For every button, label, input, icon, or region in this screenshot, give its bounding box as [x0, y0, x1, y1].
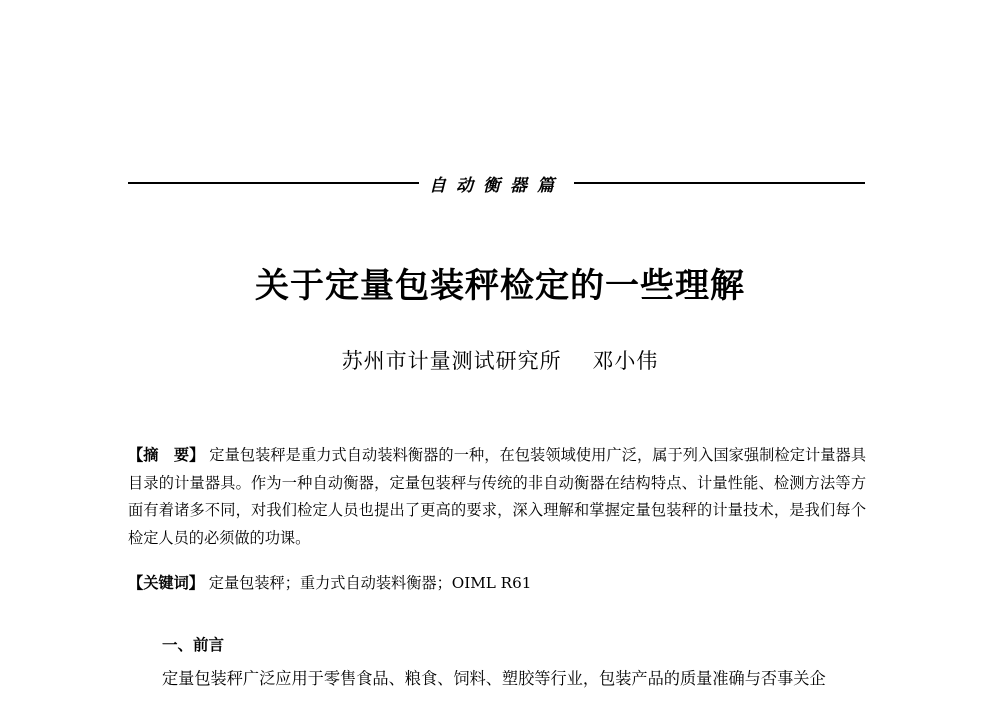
- byline: [0, 345, 1000, 375]
- abstract-text: 定量包装秤是重力式自动装料衡器的一种，在包装领域使用广泛，属于列入国家强制检定计量器具目录的计量器具。作为一种自动衡器，定量包装秤与传统的非自动衡器在结构特点、计量性能、检测方法等方面有着诸多不同，对我们检定人员也提出了更高的要求，深入理解和掌握定量包装秤的计量技术，是我们每个检定人员的必须做的功课。: [128, 446, 867, 547]
- body-paragraph: 定量包装秤广泛应用于零售食品、粮食、饲料、塑胶等行业，包装产品的质量准确与否事关企: [162, 669, 826, 688]
- author-name: 邓小伟: [592, 349, 659, 373]
- keywords-label: 【关键词】: [128, 574, 204, 592]
- article-title: 关于定量包装秤检定的一些理解: [255, 266, 745, 306]
- abstract-label: 【摘 要】: [128, 446, 205, 464]
- banner-rule-right: [574, 182, 865, 184]
- banner-rule-left: [128, 182, 419, 184]
- abstract: [128, 442, 866, 552]
- author-affiliation: 苏州市计量测试研究所: [341, 349, 562, 373]
- keywords-text: 定量包装秤；重力式自动装料衡器；OIML R61: [208, 574, 532, 592]
- section-heading: 一、前言: [162, 635, 225, 654]
- section-banner-label: 自动衡器篇: [429, 175, 564, 196]
- section-banner: [128, 168, 865, 198]
- keywords: [128, 570, 866, 597]
